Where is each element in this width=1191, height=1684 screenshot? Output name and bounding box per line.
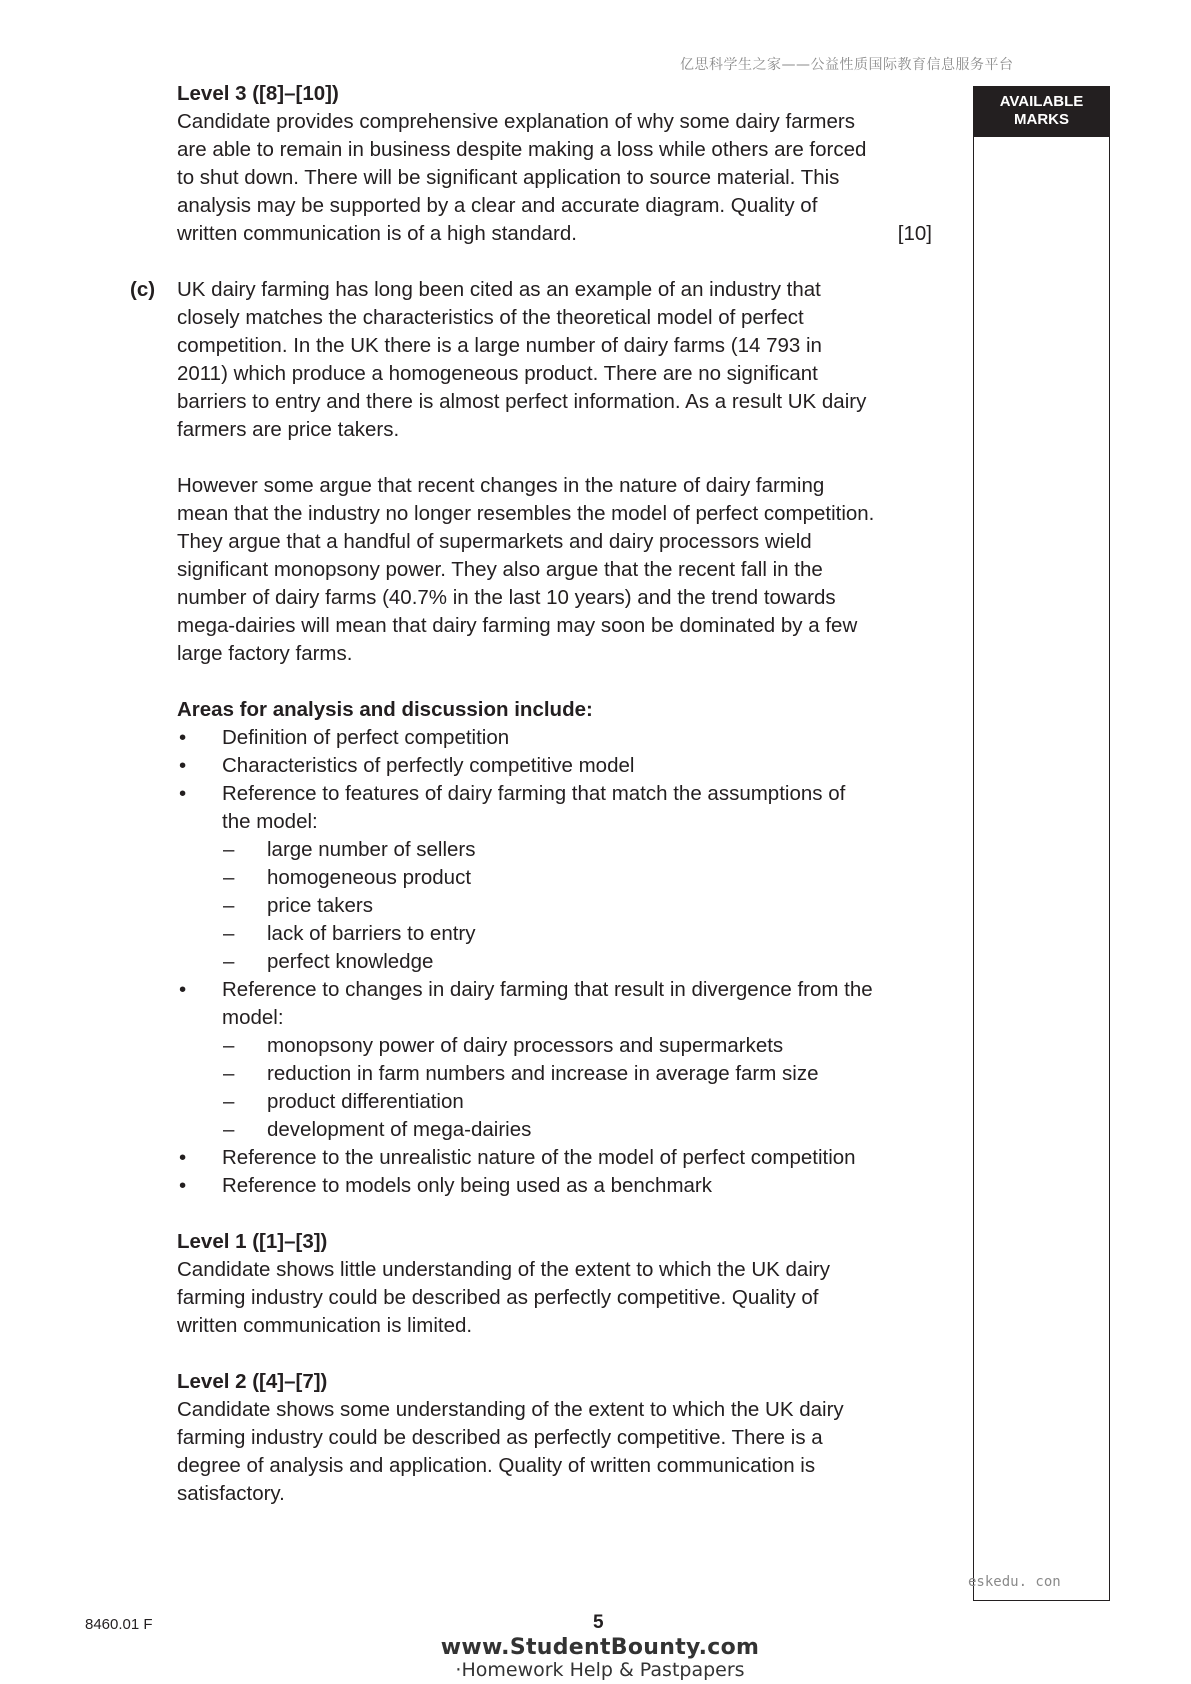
part-c-paragraph-2 — [177, 472, 930, 668]
sub-item-text: large number of sellers — [267, 838, 476, 861]
level-2-line: satisfactory. — [177, 1482, 285, 1505]
level-2-section — [177, 1368, 930, 1508]
part-c-paragraph-1 — [177, 276, 930, 444]
bullet-item — [177, 1172, 930, 1200]
sub-item — [222, 1116, 930, 1144]
bullet-text: Definition of perfect competition — [222, 726, 510, 749]
level-3-section — [177, 80, 930, 248]
level-2-line: degree of analysis and application. Quality of written communication is — [177, 1454, 816, 1477]
bullet-text: Reference to changes in dairy farming that result in divergence from the — [222, 978, 873, 1001]
dash-mark: – — [223, 922, 235, 945]
areas-heading: Areas for analysis and discussion include: — [177, 698, 593, 721]
paragraph-line: farmers are price takers. — [177, 418, 400, 441]
footer-watermark: eskedu. con — [968, 1574, 1061, 1590]
bullet-mark: • — [179, 1174, 187, 1197]
paragraph-line: mega-dairies will mean that dairy farming may soon be dominated by a few — [177, 614, 858, 637]
level-3-line: Candidate provides comprehensive explanation of why some dairy farmers — [177, 110, 855, 133]
question-label: (c) — [130, 278, 156, 301]
level-1-line: farming industry could be described as perfectly competitive. Quality of — [177, 1286, 819, 1309]
paragraph-line: significant monopsony power. They also argue that the recent fall in the — [177, 558, 823, 581]
bullet-mark: • — [179, 978, 187, 1001]
paragraph-line: number of dairy farms (40.7% in the last 10 years) and the trend towards — [177, 586, 836, 609]
dash-mark: – — [223, 838, 235, 861]
available-marks-column — [973, 86, 1110, 1601]
dash-mark: – — [223, 1118, 235, 1141]
paragraph-line: However some argue that recent changes in the nature of dairy farming — [177, 474, 825, 497]
sub-item — [222, 864, 930, 892]
bullet-mark: • — [179, 754, 187, 777]
sub-item-text: monopsony power of dairy processors and supermarkets — [267, 1034, 784, 1057]
level-3-heading: Level 3 ([8]–[10]) — [177, 82, 339, 105]
part-c-section — [130, 276, 930, 444]
sub-item-text: homogeneous product — [267, 866, 472, 889]
sub-item — [222, 1088, 930, 1116]
dash-mark: – — [223, 1062, 235, 1085]
paragraph-line: mean that the industry no longer resembles the model of perfect competition. — [177, 502, 875, 525]
bullet-mark: • — [179, 782, 187, 805]
bullet-item — [177, 724, 930, 752]
paragraph-line: large factory farms. — [177, 642, 353, 665]
bullet-item — [177, 976, 930, 1144]
sub-item-text: product differentiation — [267, 1090, 464, 1113]
level-3-line: to shut down. There will be significant application to source material. This — [177, 166, 840, 189]
sub-item — [222, 836, 930, 864]
bullet-text: the model: — [222, 810, 318, 833]
level-2-heading: Level 2 ([4]–[7]) — [177, 1370, 328, 1393]
areas-bullet-list — [177, 724, 930, 1200]
bullet-text: Reference to features of dairy farming that match the assumptions of — [222, 782, 846, 805]
logo-line-2: ·Homework Help & Pastpapers — [455, 1659, 745, 1681]
marks-header-line-1: AVAILABLE — [999, 93, 1084, 110]
level-1-heading: Level 1 ([1]–[3]) — [177, 1230, 328, 1253]
bullet-item — [177, 780, 930, 976]
paper-code: 8460.01 F — [85, 1616, 153, 1633]
level-1-line: written communication is limited. — [177, 1314, 473, 1337]
bullet-text: Characteristics of perfectly competitive model — [222, 754, 635, 777]
bullet-mark: • — [179, 726, 187, 749]
paragraph-line: barriers to entry and there is almost perfect information. As a result UK dairy — [177, 390, 867, 413]
paragraph-line: 2011) which produce a homogeneous product. There are no significant — [177, 362, 818, 385]
level-3-last-row — [177, 220, 930, 248]
paragraph-line: closely matches the characteristics of the theoretical model of perfect — [177, 306, 804, 329]
sub-item — [222, 1060, 930, 1088]
level-3-mark: [10] — [897, 222, 932, 245]
sub-item-text: perfect knowledge — [267, 950, 434, 973]
sub-list — [222, 1032, 930, 1144]
studentbounty-logo — [440, 1636, 760, 1680]
bullet-item — [177, 1144, 930, 1172]
bullet-text: model: — [222, 1006, 284, 1029]
sub-item-text: lack of barriers to entry — [267, 922, 476, 945]
bullet-mark: • — [179, 1146, 187, 1169]
sub-item — [222, 920, 930, 948]
dash-mark: – — [223, 894, 235, 917]
level-2-line: farming industry could be described as perfectly competitive. There is a — [177, 1426, 823, 1449]
page-number: 5 — [593, 1612, 604, 1633]
sub-item — [222, 948, 930, 976]
sub-item — [222, 892, 930, 920]
level-3-line: analysis may be supported by a clear and accurate diagram. Quality of — [177, 194, 818, 217]
level-3-line: are able to remain in business despite making a loss while others are forced — [177, 138, 867, 161]
header-watermark: 亿思科学生之家——公益性质国际教育信息服务平台 — [680, 57, 1014, 73]
sub-item-text: reduction in farm numbers and increase in average farm size — [267, 1062, 819, 1085]
mark-scheme-content — [130, 80, 930, 1508]
dash-mark: – — [223, 866, 235, 889]
bullet-text: Reference to the unrealistic nature of the model of perfect competition — [222, 1146, 856, 1169]
dash-mark: – — [223, 1090, 235, 1113]
marks-header-line-2: MARKS — [1014, 111, 1069, 128]
level-2-line: Candidate shows some understanding of the extent to which the UK dairy — [177, 1398, 844, 1421]
level-1-section — [177, 1228, 930, 1340]
sub-item — [222, 1032, 930, 1060]
sub-list — [222, 836, 930, 976]
paragraph-line: UK dairy farming has long been cited as an example of an industry that — [177, 278, 821, 301]
sub-item-text: development of mega-dairies — [267, 1118, 532, 1141]
bullet-item — [177, 752, 930, 780]
paragraph-line: competition. In the UK there is a large number of dairy farms (14 793 in — [177, 334, 822, 357]
sub-item-text: price takers — [267, 894, 373, 917]
dash-mark: – — [223, 1034, 235, 1057]
dash-mark: – — [223, 950, 235, 973]
logo-line-1: www.StudentBounty.com — [440, 1635, 760, 1660]
paragraph-line: They argue that a handful of supermarkets and dairy processors wield — [177, 530, 812, 553]
level-1-line: Candidate shows little understanding of the extent to which the UK dairy — [177, 1258, 830, 1281]
bullet-text: Reference to models only being used as a benchmark — [222, 1174, 713, 1197]
level-3-line: written communication is of a high standard. — [177, 222, 577, 245]
available-marks-header — [974, 87, 1109, 137]
